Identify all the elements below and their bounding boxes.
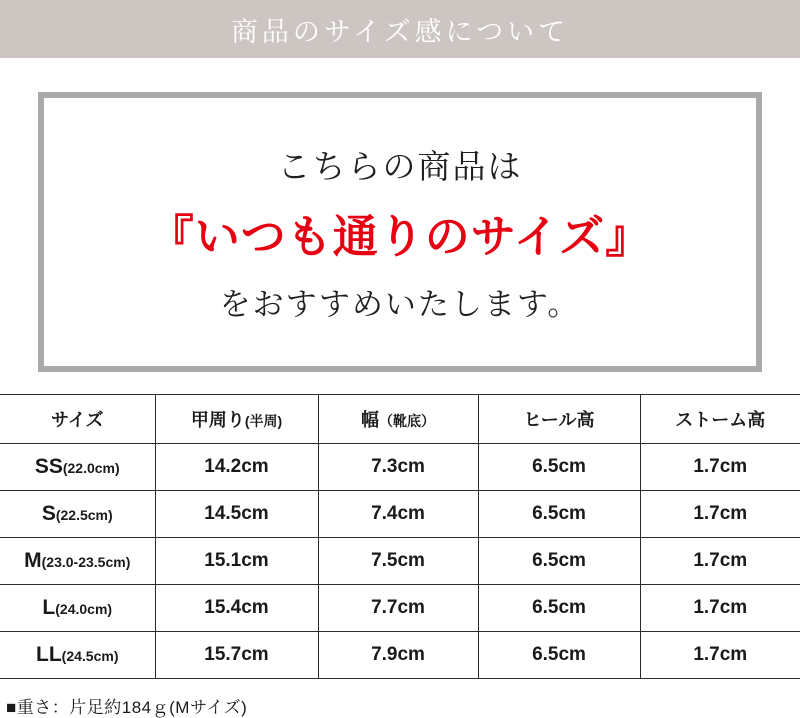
cell-width: 7.3cm (318, 444, 478, 491)
cell-storm: 1.7cm (640, 632, 800, 679)
column-header-heel-main: ヒール高 (523, 410, 595, 430)
size-table-section (0, 372, 800, 679)
cell-heel: 6.5cm (478, 538, 640, 585)
page-title: 商品のサイズ感について (230, 16, 570, 47)
callout-line-3: をおすすめいたします。 (219, 286, 581, 322)
cell-heel: 6.5cm (478, 444, 640, 491)
cell-instep: 15.1cm (155, 538, 318, 585)
column-header-width (318, 395, 478, 444)
column-header-heel (478, 395, 640, 444)
cell-storm: 1.7cm (640, 491, 800, 538)
size-range: (24.0cm) (55, 601, 113, 617)
cell-width: 7.9cm (318, 632, 478, 679)
cell-instep: 15.4cm (155, 585, 318, 632)
size-table (0, 394, 800, 679)
cell-storm: 1.7cm (640, 538, 800, 585)
callout-section (0, 58, 800, 372)
column-header-width-main: 幅 (361, 410, 379, 430)
column-header-width-sub: （靴底） (379, 413, 435, 429)
cell-size (0, 538, 155, 585)
table-header-row (0, 395, 800, 444)
table-row (0, 538, 800, 585)
cell-storm: 1.7cm (640, 585, 800, 632)
callout-line-1: こちらの商品は (277, 147, 523, 185)
size-range: (24.5cm) (61, 648, 119, 664)
cell-size (0, 585, 155, 632)
column-header-size-main: サイズ (50, 410, 104, 430)
cell-heel: 6.5cm (478, 585, 640, 632)
callout-highlight-text: 『いつも通りのサイズ』 (148, 210, 652, 262)
column-header-storm-main: ストーム高 (675, 410, 766, 430)
cell-instep: 15.7cm (155, 632, 318, 679)
cell-instep: 14.5cm (155, 491, 318, 538)
weight-footnote: ■重さ：片足約184ｇ(Mサイズ) (6, 698, 248, 717)
size-name: LL (36, 643, 62, 666)
size-name: L (42, 596, 56, 619)
cell-width: 7.7cm (318, 585, 478, 632)
cell-heel: 6.5cm (478, 491, 640, 538)
size-recommendation-callout (38, 92, 762, 372)
column-header-instep-sub: (半周) (244, 413, 283, 429)
header-band (0, 0, 800, 58)
table-row (0, 491, 800, 538)
cell-storm: 1.7cm (640, 444, 800, 491)
size-name: S (41, 502, 56, 525)
column-header-instep-main: 甲周り (190, 410, 245, 430)
table-row (0, 585, 800, 632)
cell-width: 7.4cm (318, 491, 478, 538)
size-name: M (24, 549, 42, 572)
cell-size (0, 491, 155, 538)
cell-size (0, 632, 155, 679)
table-row (0, 444, 800, 491)
size-range: (22.5cm) (55, 507, 113, 523)
column-header-storm (640, 395, 800, 444)
size-name: SS (34, 455, 63, 478)
column-header-size (0, 395, 155, 444)
cell-size (0, 444, 155, 491)
cell-heel: 6.5cm (478, 632, 640, 679)
table-row (0, 632, 800, 679)
size-range: (23.0-23.5cm) (41, 554, 131, 570)
column-header-instep (155, 395, 318, 444)
size-range: (22.0cm) (62, 460, 120, 476)
cell-instep: 14.2cm (155, 444, 318, 491)
cell-width: 7.5cm (318, 538, 478, 585)
